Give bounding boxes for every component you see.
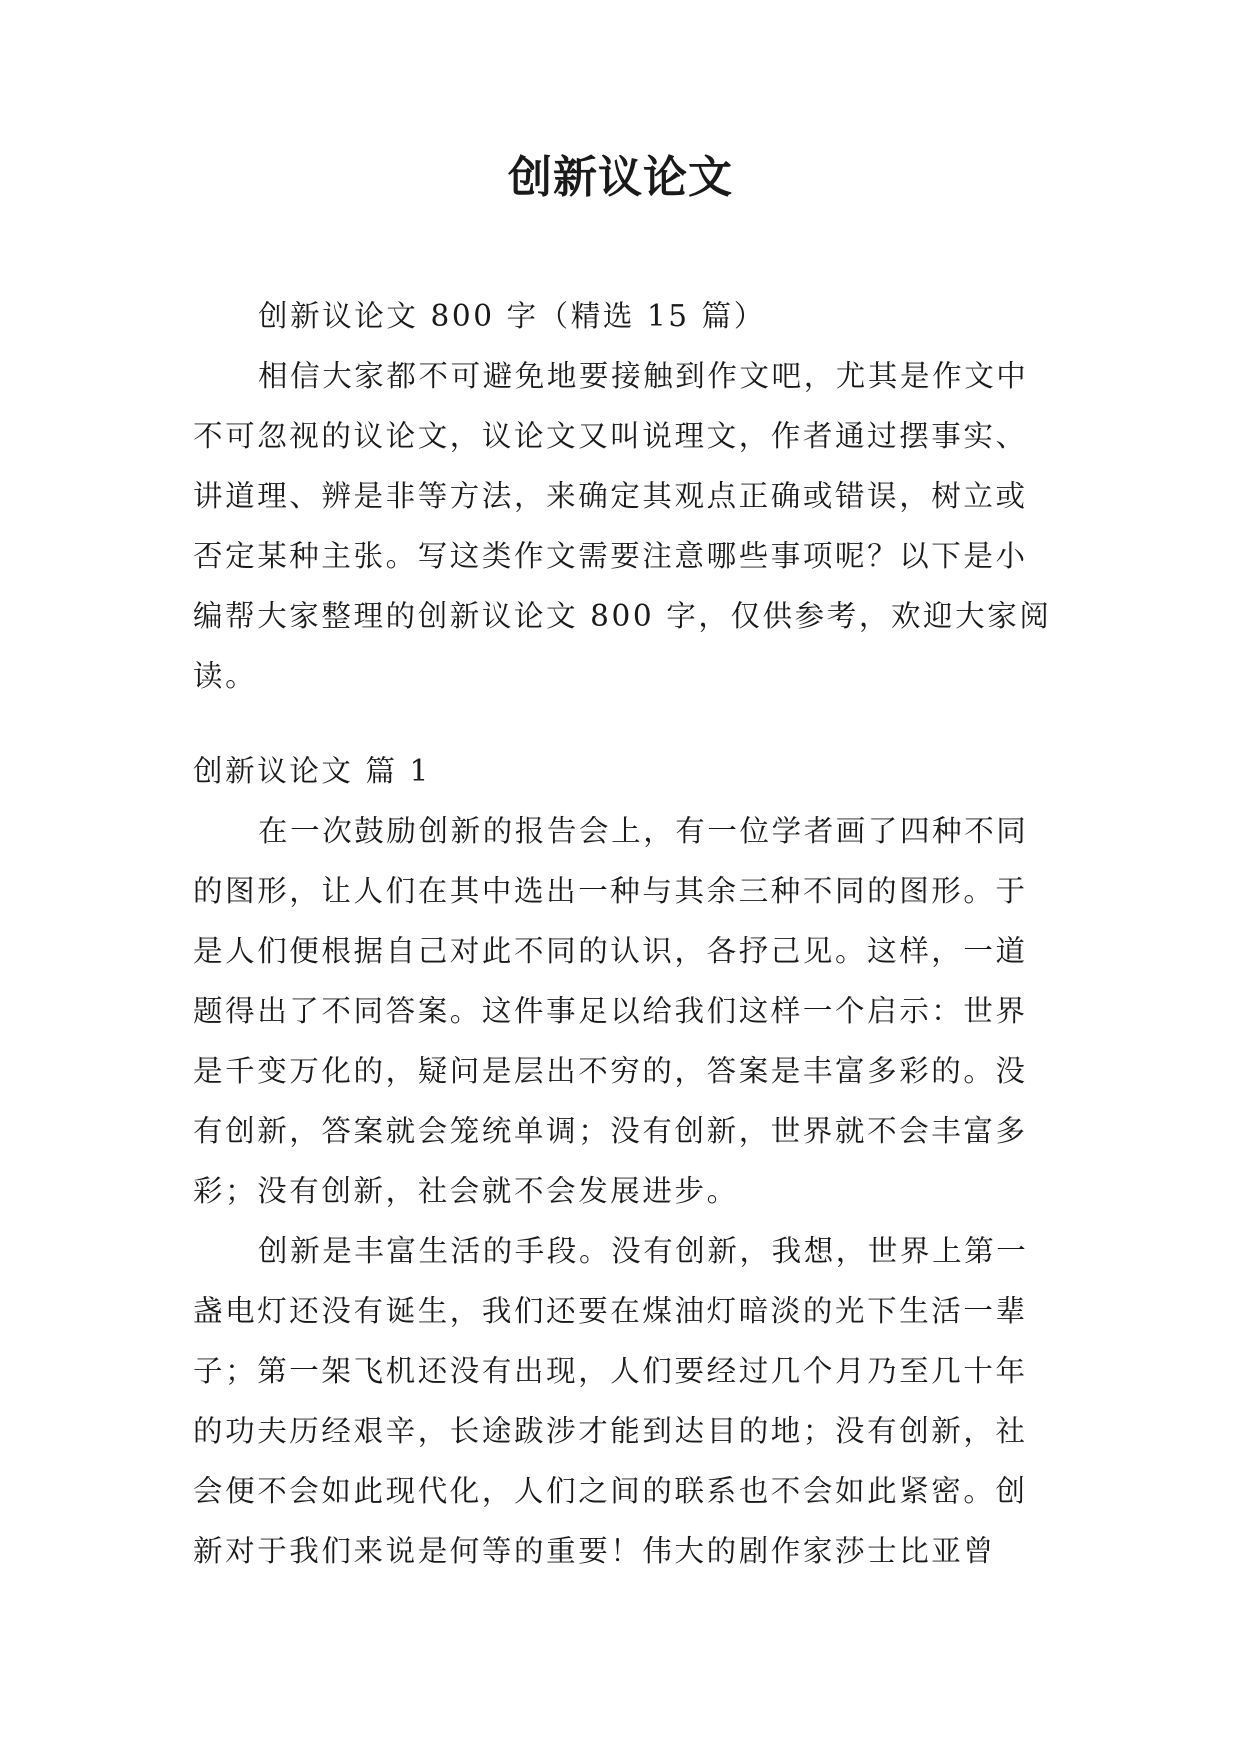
intro-paragraph	[193, 346, 1053, 706]
paragraph-line: 子；第一架飞机还没有出现，人们要经过几个月乃至几十年	[193, 1354, 1028, 1388]
paragraph-line: 创新是丰富生活的手段。没有创新，我想，世界上第一	[258, 1234, 1029, 1268]
paragraph-2	[193, 1221, 1053, 1581]
paragraph-line: 新对于我们来说是何等的重要！伟大的剧作家莎士比亚曾	[193, 1534, 996, 1568]
intro-line: 相信大家都不可避免地要接触到作文吧，尤其是作文中	[258, 359, 1029, 393]
paragraph-1	[193, 801, 1053, 1221]
document-subtitle: 创新议论文 800 字（精选 15 篇）	[258, 299, 766, 333]
paragraph-line: 彩；没有创新，社会就不会发展进步。	[193, 1174, 739, 1208]
paragraph-line: 的图形，让人们在其中选出一种与其余三种不同的图形。于	[193, 874, 1028, 908]
paragraph-line: 在一次鼓励创新的报告会上，有一位学者画了四种不同	[258, 814, 1029, 848]
intro-line: 不可忽视的议论文，议论文又叫说理文，作者通过摆事实、	[193, 419, 1028, 453]
section-gap	[193, 706, 1053, 741]
intro-line: 否定某种主张。写这类作文需要注意哪些事项呢？以下是小	[193, 539, 1028, 573]
intro-line: 讲道理、辨是非等方法，来确定其观点正确或错误，树立或	[193, 479, 1028, 513]
intro-line: 编帮大家整理的创新议论文 800 字，仅供参考，欢迎大家阅	[193, 599, 1052, 633]
paragraph-line: 题得出了不同答案。这件事足以给我们这样一个启示：世界	[193, 994, 1028, 1028]
paragraph-line: 会便不会如此现代化，人们之间的联系也不会如此紧密。创	[193, 1474, 1028, 1508]
intro-line: 读。	[193, 659, 258, 693]
document-body	[193, 286, 1053, 1581]
paragraph-line: 有创新，答案就会笼统单调；没有创新，世界就不会丰富多	[193, 1114, 1028, 1148]
document-title: 创新议论文	[508, 152, 733, 203]
paragraph-line: 盏电灯还没有诞生，我们还要在煤油灯暗淡的光下生活一辈	[193, 1294, 1028, 1328]
section-heading: 创新议论文 篇 1	[193, 754, 431, 788]
paragraph-line: 是千变万化的，疑问是层出不穷的，答案是丰富多彩的。没	[193, 1054, 1028, 1088]
paragraph-line: 的功夫历经艰辛，长途跋涉才能到达目的地；没有创新，社	[193, 1414, 1028, 1448]
paragraph-line: 是人们便根据自己对此不同的认识，各抒己见。这样，一道	[193, 934, 1028, 968]
